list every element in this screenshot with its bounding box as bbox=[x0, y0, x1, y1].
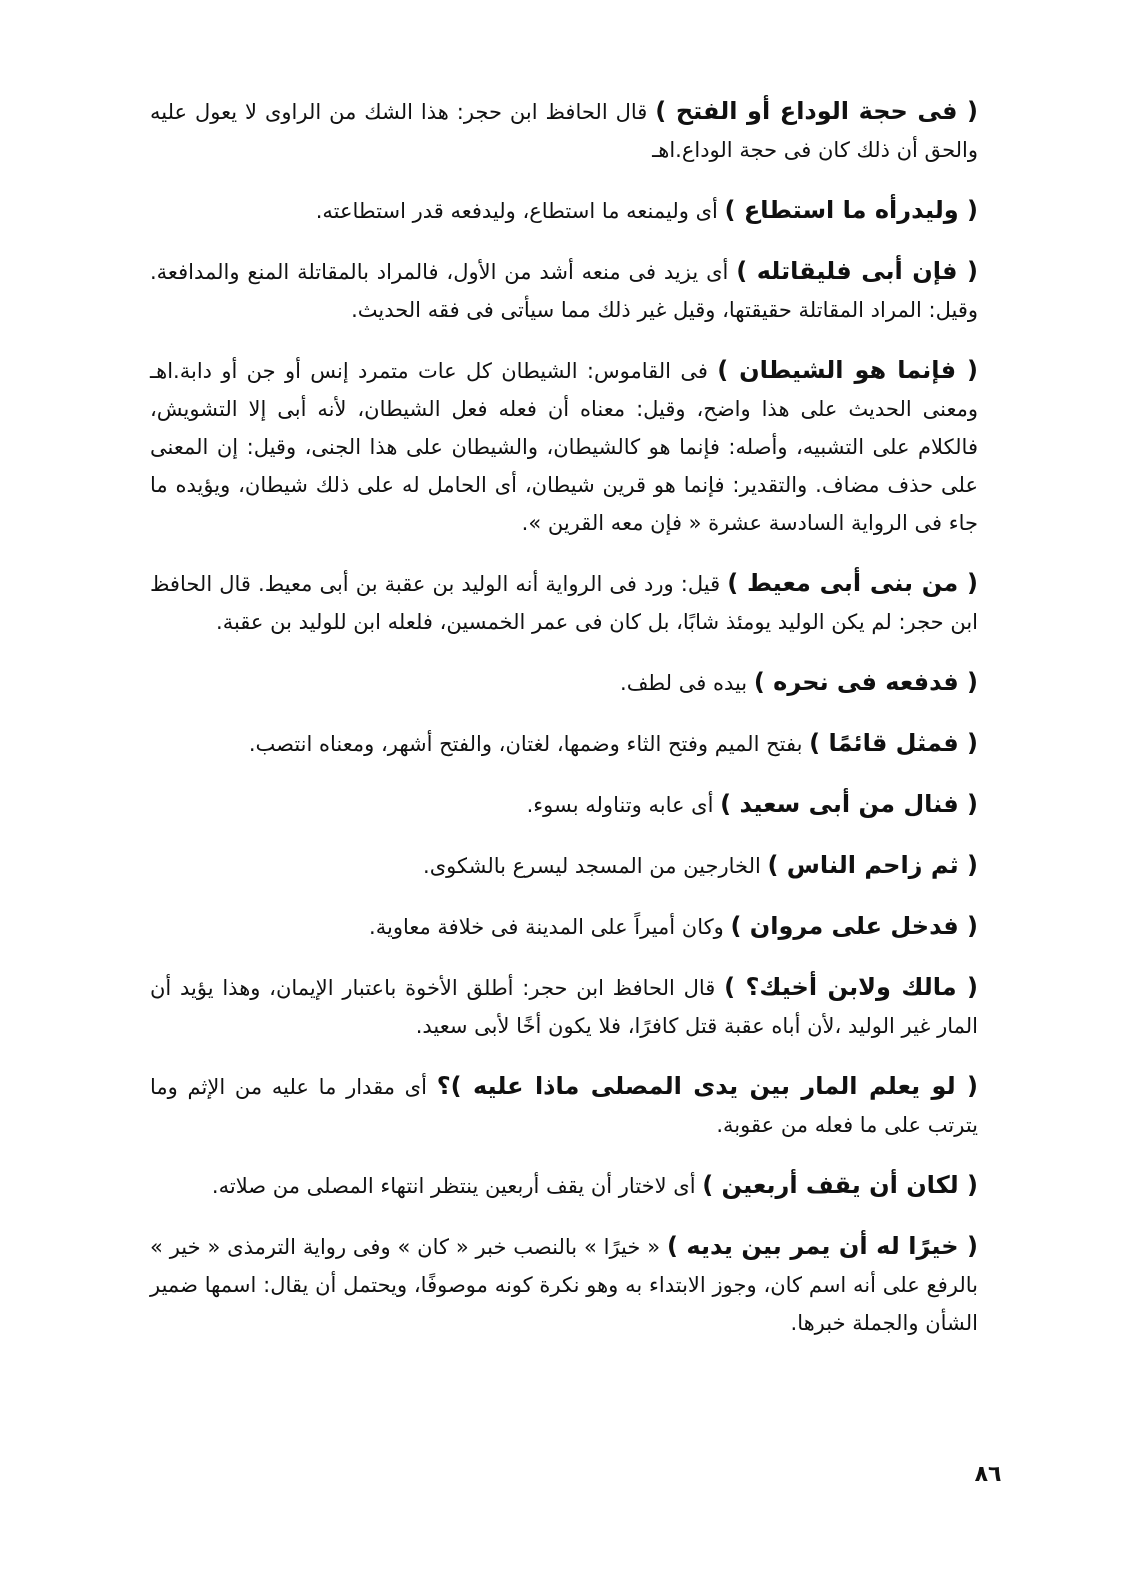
commentary-paragraph-4 bbox=[150, 351, 978, 542]
paragraph-text: بيده فى لطف. bbox=[620, 671, 754, 695]
paragraph-heading: ( خيرًا له أن يمر بين يديه ) bbox=[666, 1232, 978, 1260]
paragraph-heading: ( لو يعلم المار بين يدى المصلى ماذا عليه )؟ bbox=[436, 1072, 978, 1100]
paragraph-text: بفتح الميم وفتح الثاء وضمها، لغتان، والفتح أشهر، ومعناه انتصب. bbox=[248, 732, 810, 756]
paragraph-heading: ( وليدرأه ما استطاع ) bbox=[724, 196, 978, 224]
commentary-paragraph-1 bbox=[150, 92, 978, 169]
paragraph-heading: ( فنال من أبى سعيد ) bbox=[720, 790, 978, 818]
paragraph-text: أى مقدار ما عليه من الإثم وما يترتب على ما فعله من عقوبة. bbox=[150, 1075, 978, 1137]
commentary-paragraph-13 bbox=[150, 1166, 978, 1205]
paragraph-heading: ( فدخل على مروان ) bbox=[730, 912, 978, 940]
commentary-paragraph-12 bbox=[150, 1067, 978, 1144]
paragraph-heading: ( لكان أن يقف أربعين ) bbox=[702, 1171, 978, 1199]
paragraph-text: الخارجين من المسجد ليسرع بالشكوى. bbox=[423, 854, 768, 878]
paragraph-text: « خيرًا » بالنصب خبر « كان » وفى رواية الترمذى « خير » بالرفع على أنه اسم كان، وجوز الابتداء به وهو نكرة كونه موصوفًا، ويحتمل أن يقال: اسمها ضمير الشأن والجملة خبرها. bbox=[150, 1235, 978, 1335]
paragraph-text: فى القاموس: الشيطان كل عات متمرد إنس أو جن أو دابة.اهـ ومعنى الحديث على هذا واضح، وقيل: معناه أن فعله فعل الشيطان، لأنه أبى إلا التشويش، فالكلام على التشبيه، وأصله: فإنما هو كالشيطان، والشيطان على هذا الجنى، وقيل: إن المعنى على حذف مضاف. والتقدير: فإنما هو قرين شيطان، أى الحامل له على ذلك شيطان، ويؤيده ما جاء فى الرواية السادسة عشرة « فإن معه القرين ». bbox=[150, 359, 978, 535]
paragraph-heading: ( فدفعه فى نحره ) bbox=[753, 668, 978, 696]
paragraph-text: أى عابه وتناوله بسوء. bbox=[526, 793, 721, 817]
commentary-paragraph-10 bbox=[150, 907, 978, 946]
commentary-paragraph-11 bbox=[150, 968, 978, 1045]
commentary-page bbox=[150, 92, 978, 1364]
commentary-paragraph-6 bbox=[150, 663, 978, 702]
commentary-paragraph-2 bbox=[150, 191, 978, 230]
paragraph-text: أى يزيد فى منعه أشد من الأول، فالمراد بالمقاتلة المنع والمدافعة. وقيل: المراد المقاتلة حقيقتها، وقيل غير ذلك مما سيأتى فى فقه الحديث. bbox=[150, 260, 978, 322]
commentary-paragraph-5 bbox=[150, 564, 978, 641]
paragraph-text: أى لاختار أن يقف أربعين ينتظر انتهاء المصلى من صلاته. bbox=[211, 1174, 703, 1198]
commentary-paragraph-8 bbox=[150, 785, 978, 824]
paragraph-text: أى وليمنعه ما استطاع، وليدفعه قدر استطاعته. bbox=[315, 199, 725, 223]
page-number: ٨٦ bbox=[974, 1462, 1002, 1487]
commentary-paragraph-9 bbox=[150, 846, 978, 885]
paragraph-text: وكان أميراً على المدينة فى خلافة معاوية. bbox=[369, 915, 731, 939]
paragraph-text: قيل: ورد فى الرواية أنه الوليد بن عقبة بن أبى معيط. قال الحافظ ابن حجر: لم يكن الوليد يومئذ شابًا، بل كان فى عمر الخمسين، فلعله ابن للوليد بن عقبة. bbox=[150, 572, 978, 634]
paragraph-heading: ( فإنما هو الشيطان ) bbox=[717, 356, 979, 384]
paragraph-heading: ( مالك ولابن أخيك؟ ) bbox=[724, 973, 978, 1001]
paragraph-heading: ( فإن أبى فليقاتله ) bbox=[736, 257, 978, 285]
paragraph-text: قال الحافظ ابن حجر: أطلق الأخوة باعتبار الإيمان، وهذا يؤيد أن المار غير الوليد ،لأن أباه عقبة قتل كافرًا، فلا يكون أخًا لأبى سعيد. bbox=[150, 976, 978, 1038]
paragraph-heading: ( فى حجة الوداع أو الفتح ) bbox=[655, 97, 978, 125]
commentary-paragraph-7 bbox=[150, 724, 978, 763]
paragraph-heading: ( من بنى أبى معيط ) bbox=[727, 569, 978, 597]
paragraph-heading: ( فمثل قائمًا ) bbox=[809, 729, 978, 757]
paragraph-heading: ( ثم زاحم الناس ) bbox=[767, 851, 978, 879]
paragraph-text: قال الحافظ ابن حجر: هذا الشك من الراوى لا يعول عليه والحق أن ذلك كان فى حجة الوداع.اهـ bbox=[150, 100, 978, 162]
commentary-paragraph-14 bbox=[150, 1227, 978, 1342]
commentary-paragraph-3 bbox=[150, 252, 978, 329]
